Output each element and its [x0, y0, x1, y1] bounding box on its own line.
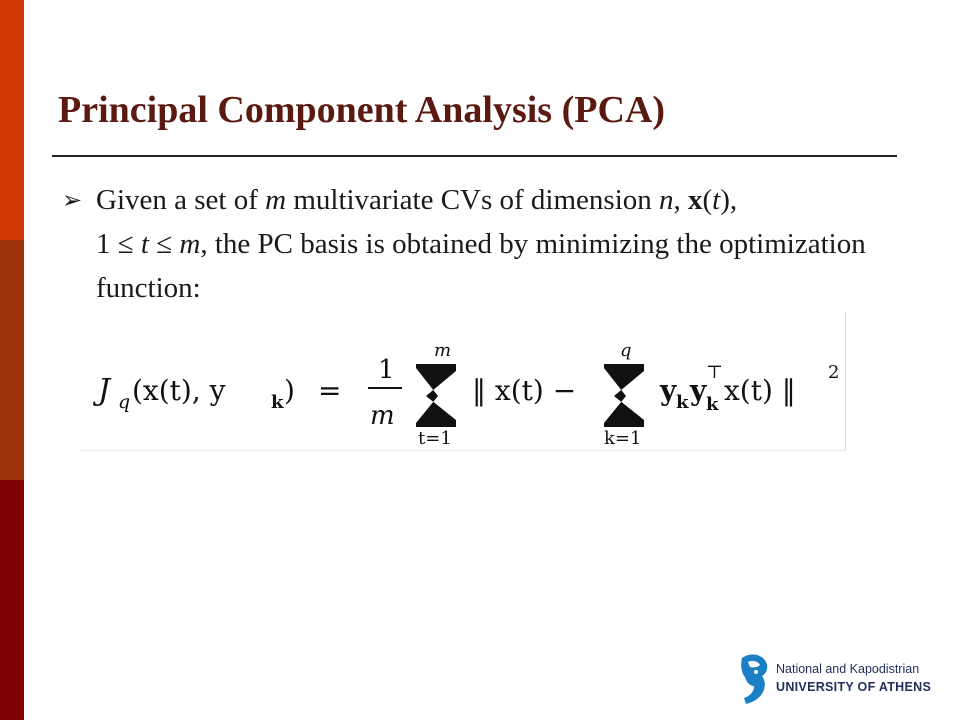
variable-m: m [265, 184, 287, 216]
eq-sum2-upper: q [620, 340, 632, 361]
equation-image [80, 312, 846, 451]
sum1-sigma-icon [416, 364, 456, 427]
bullet-text-part: ≤ [148, 228, 180, 260]
variable-t: t [140, 228, 149, 260]
bullet-text-part: ), [720, 184, 738, 216]
accent-bar-bottom [0, 480, 24, 720]
eq-equals: = [318, 374, 342, 407]
bullet-text-part: 1 ≤ [96, 228, 141, 260]
eq-J: J [98, 373, 111, 408]
title-divider [52, 155, 897, 157]
accent-bar-top [0, 0, 24, 240]
eq-k-subscript: k [271, 392, 284, 413]
bullet-text-part: ( [702, 184, 713, 216]
eq-y-first: y [660, 374, 677, 407]
bullet-text-part: Given a set of [96, 184, 266, 216]
bullet-point [62, 178, 892, 310]
eq-lhs-args: (x(t), y [132, 374, 226, 407]
slide-title: Principal Component Analysis (PCA) [58, 89, 665, 131]
variable-m: m [179, 228, 201, 260]
variable-t: t [712, 184, 721, 216]
bullet-text-part: , the PC basis is obtained by minimizing the optimization function: [96, 228, 866, 304]
university-logo [736, 652, 946, 708]
bullet-text-part: , [673, 184, 688, 216]
eq-numerator: 1 [378, 355, 395, 385]
pca-objective-equation [80, 312, 845, 450]
eq-sum2-lower: k=1 [604, 428, 642, 449]
logo-text-line1: National and Kapodistrian [776, 662, 920, 676]
bullet-text-part: multivariate CVs of dimension [286, 184, 659, 216]
logo-text-line2: UNIVERSITY OF ATHENS [776, 680, 932, 694]
eq-square: 2 [828, 362, 840, 383]
eq-y-second: y [690, 374, 707, 407]
bullet-text [96, 178, 892, 310]
accent-bar-middle [0, 240, 24, 480]
arrow-bullet-icon: ➢ [62, 186, 83, 214]
variable-n: n [659, 184, 674, 216]
variable-x: x [688, 184, 703, 216]
eq-norm-open: ‖ x(t) − [472, 374, 577, 407]
eq-sum1-lower: t=1 [418, 428, 452, 449]
eq-denominator: m [370, 401, 395, 431]
eq-lhs-close: ) [284, 374, 295, 407]
eq-transpose: ⊤ [706, 362, 723, 383]
eq-k-subscript-first: k [676, 392, 689, 413]
eq-q-subscript: q [118, 391, 131, 413]
sum2-sigma-icon [604, 364, 644, 427]
eq-sum1-upper: m [434, 340, 452, 361]
athena-head-icon [736, 652, 772, 708]
eq-k-subscript-second: k [706, 394, 719, 415]
eq-tail: x(t) ‖ [724, 374, 796, 407]
